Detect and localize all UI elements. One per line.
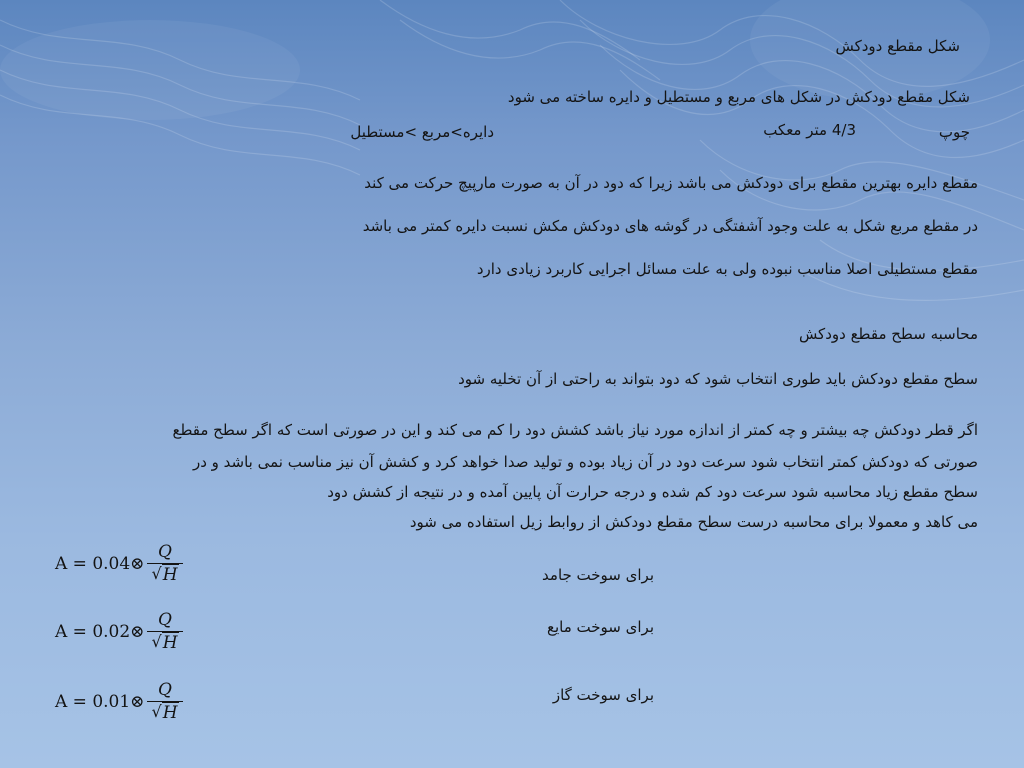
square-root-icon: √ [151,702,162,721]
formula-lhs: A = 0.02⊗ [55,622,145,642]
shape-order: دایره>مربع >مستطیل [350,123,494,141]
paragraph2-line-2: صورتی که دودکش کمتر انتخاب شود سرعت دود در آن زیاد بوده و تولید صدا خواهد کرد و کشش آن نیز مناسب نمی باشد و در [192,453,978,471]
intro-text: شکل مقطع دودکش در شکل های مربع و مستطیل و دایره ساخته می شود [507,88,970,106]
paragraph1-line-3: مقطع مستطیلی اصلا مناسب نبوده ولی به علت مسائل اجرایی کاربرد زیادی دارد [476,260,978,278]
section2-title: محاسبه سطح مقطع دودکش [798,325,978,343]
formula-label-gas-fuel: برای سوخت گاز [552,686,654,704]
formula-denominator [147,633,183,653]
formula-label-liquid-fuel: برای سوخت مایع [547,618,654,636]
formula-lhs: A = 0.01⊗ [55,692,145,712]
paragraph2-line-4: می کاهد و معمولا برای محاسبه درست سطح مقطع دودکش از روابط زیل استفاده می شود [409,513,978,531]
formula-numerator: Q [158,610,172,630]
formula-label-solid-fuel: برای سوخت جامد [542,566,654,584]
paragraph1-line-1: مقطع دایره بهترین مقطع برای دودکش می باشد زیرا که دود در آن به صورت مارپیچ حرکت می کند [364,174,978,192]
slide-title: شکل مقطع دودکش [835,37,960,55]
square-root-icon: √ [151,564,162,583]
formula-lhs: A = 0.04⊗ [55,554,145,574]
formula-denominator-value: H [162,565,178,585]
square-root-icon: √ [151,632,162,651]
formula-denominator-value: H [162,633,178,653]
section2-intro: سطح مقطع دودکش باید طوری انتخاب شود که دود بتواند به راحتی از آن تخلیه شود [458,370,978,388]
paragraph2-line-3: سطح مقطع زیاد محاسبه شود سرعت دود کم شده و درجه حرارت آن پایین آمده و در نتیجه از کشش دود [327,483,978,501]
formula-fraction [147,610,183,653]
formula-numerator: Q [158,680,172,700]
formula-gas-fuel [55,680,235,724]
formula-liquid-fuel [55,610,235,654]
material-ratio: 4/3 متر معکب [763,121,856,139]
formula-numerator: Q [158,542,172,562]
formula-denominator [147,703,183,723]
formula-fraction [147,542,183,585]
paragraph1-line-2: در مقطع مربع شکل به علت وجود آشفتگی در گوشه های دودکش مکش نسبت دایره کمتر می باشد [362,217,978,235]
paragraph2-line-1: اگر قطر دودکش چه بیشتر و چه کمتر از اندازه مورد نیاز باشد کشش دود را کم می کند و این در صورتی است که اگر سطح مقطع [172,421,978,439]
formula-solid-fuel [55,542,235,586]
formula-denominator-value: H [162,703,178,723]
material-label: چوپ [938,123,970,141]
formula-denominator [147,565,183,585]
formula-fraction [147,680,183,723]
